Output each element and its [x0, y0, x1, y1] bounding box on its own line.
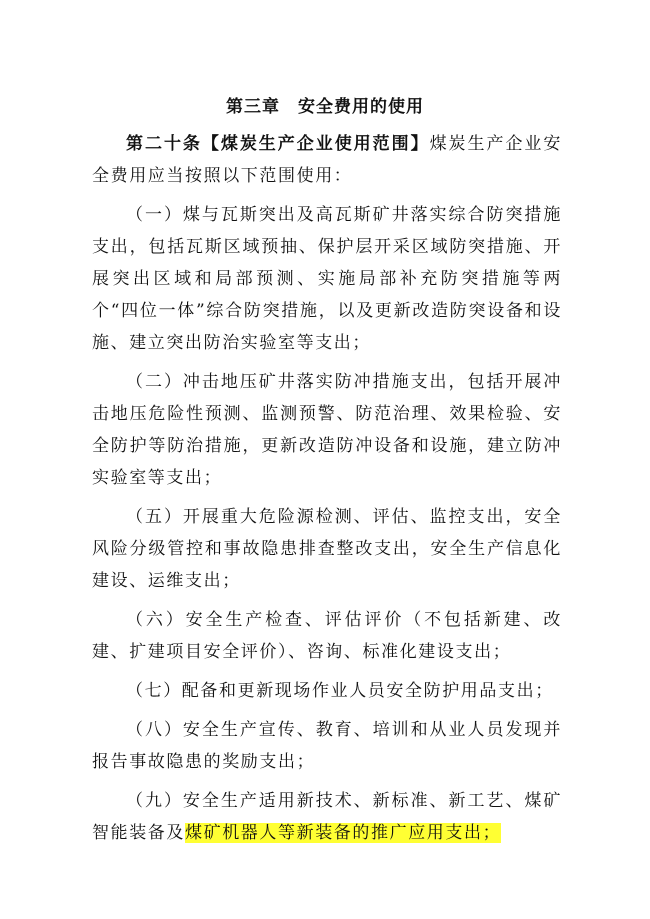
article-paragraph	[92, 128, 562, 192]
list-item: （二）冲击地压矿井落实防冲措施支出，包括开展冲击地压危险性预测、监测预警、防范治理、效果检验、安全防护等防治措施，更新改造防冲设备和设施，建立防冲实验室等支出；	[92, 372, 562, 488]
highlighted-text: 煤矿机器人等新装备的推广应用支出；	[185, 823, 502, 843]
list-item-last	[92, 785, 562, 849]
list-item: （八）安全生产宣传、教育、培训和从业人员发现并报告事故隐患的奖励支出；	[92, 720, 562, 772]
chapter-title: 第三章 安全费用的使用	[226, 97, 424, 117]
article-text: 煤炭生产企业安全费用应当按照以下范围使用：	[92, 134, 562, 186]
document-body	[92, 128, 562, 856]
list-item: （七）配备和更新现场作业人员安全防护用品支出；	[126, 681, 554, 701]
list-item: （六）安全生产检查、评估评价（不包括新建、改建、扩建项目安全评价）、咨询、标准化建设支出；	[92, 610, 562, 662]
article-heading: 第二十条【煤炭生产企业使用范围】	[126, 134, 430, 154]
list-item: （五）开展重大危险源检测、评估、监控支出，安全风险分级管控和事故隐患排查整改支出，安全生产信息化建设、运维支出；	[92, 507, 562, 591]
last-item-text: （九）安全生产适用新技术、新标准、新工艺、煤矿智能装备及	[92, 791, 562, 843]
list-item: （一）煤与瓦斯突出及高瓦斯矿井落实综合防突措施支出，包括瓦斯区域预抽、保护层开采区域防突措施、开展突出区域和局部预测、实施局部补充防突措施等两个“四位一体”综合防突措施，以及更新改造防突设备和设施、建立突出防治实验室等支出；	[92, 205, 562, 353]
